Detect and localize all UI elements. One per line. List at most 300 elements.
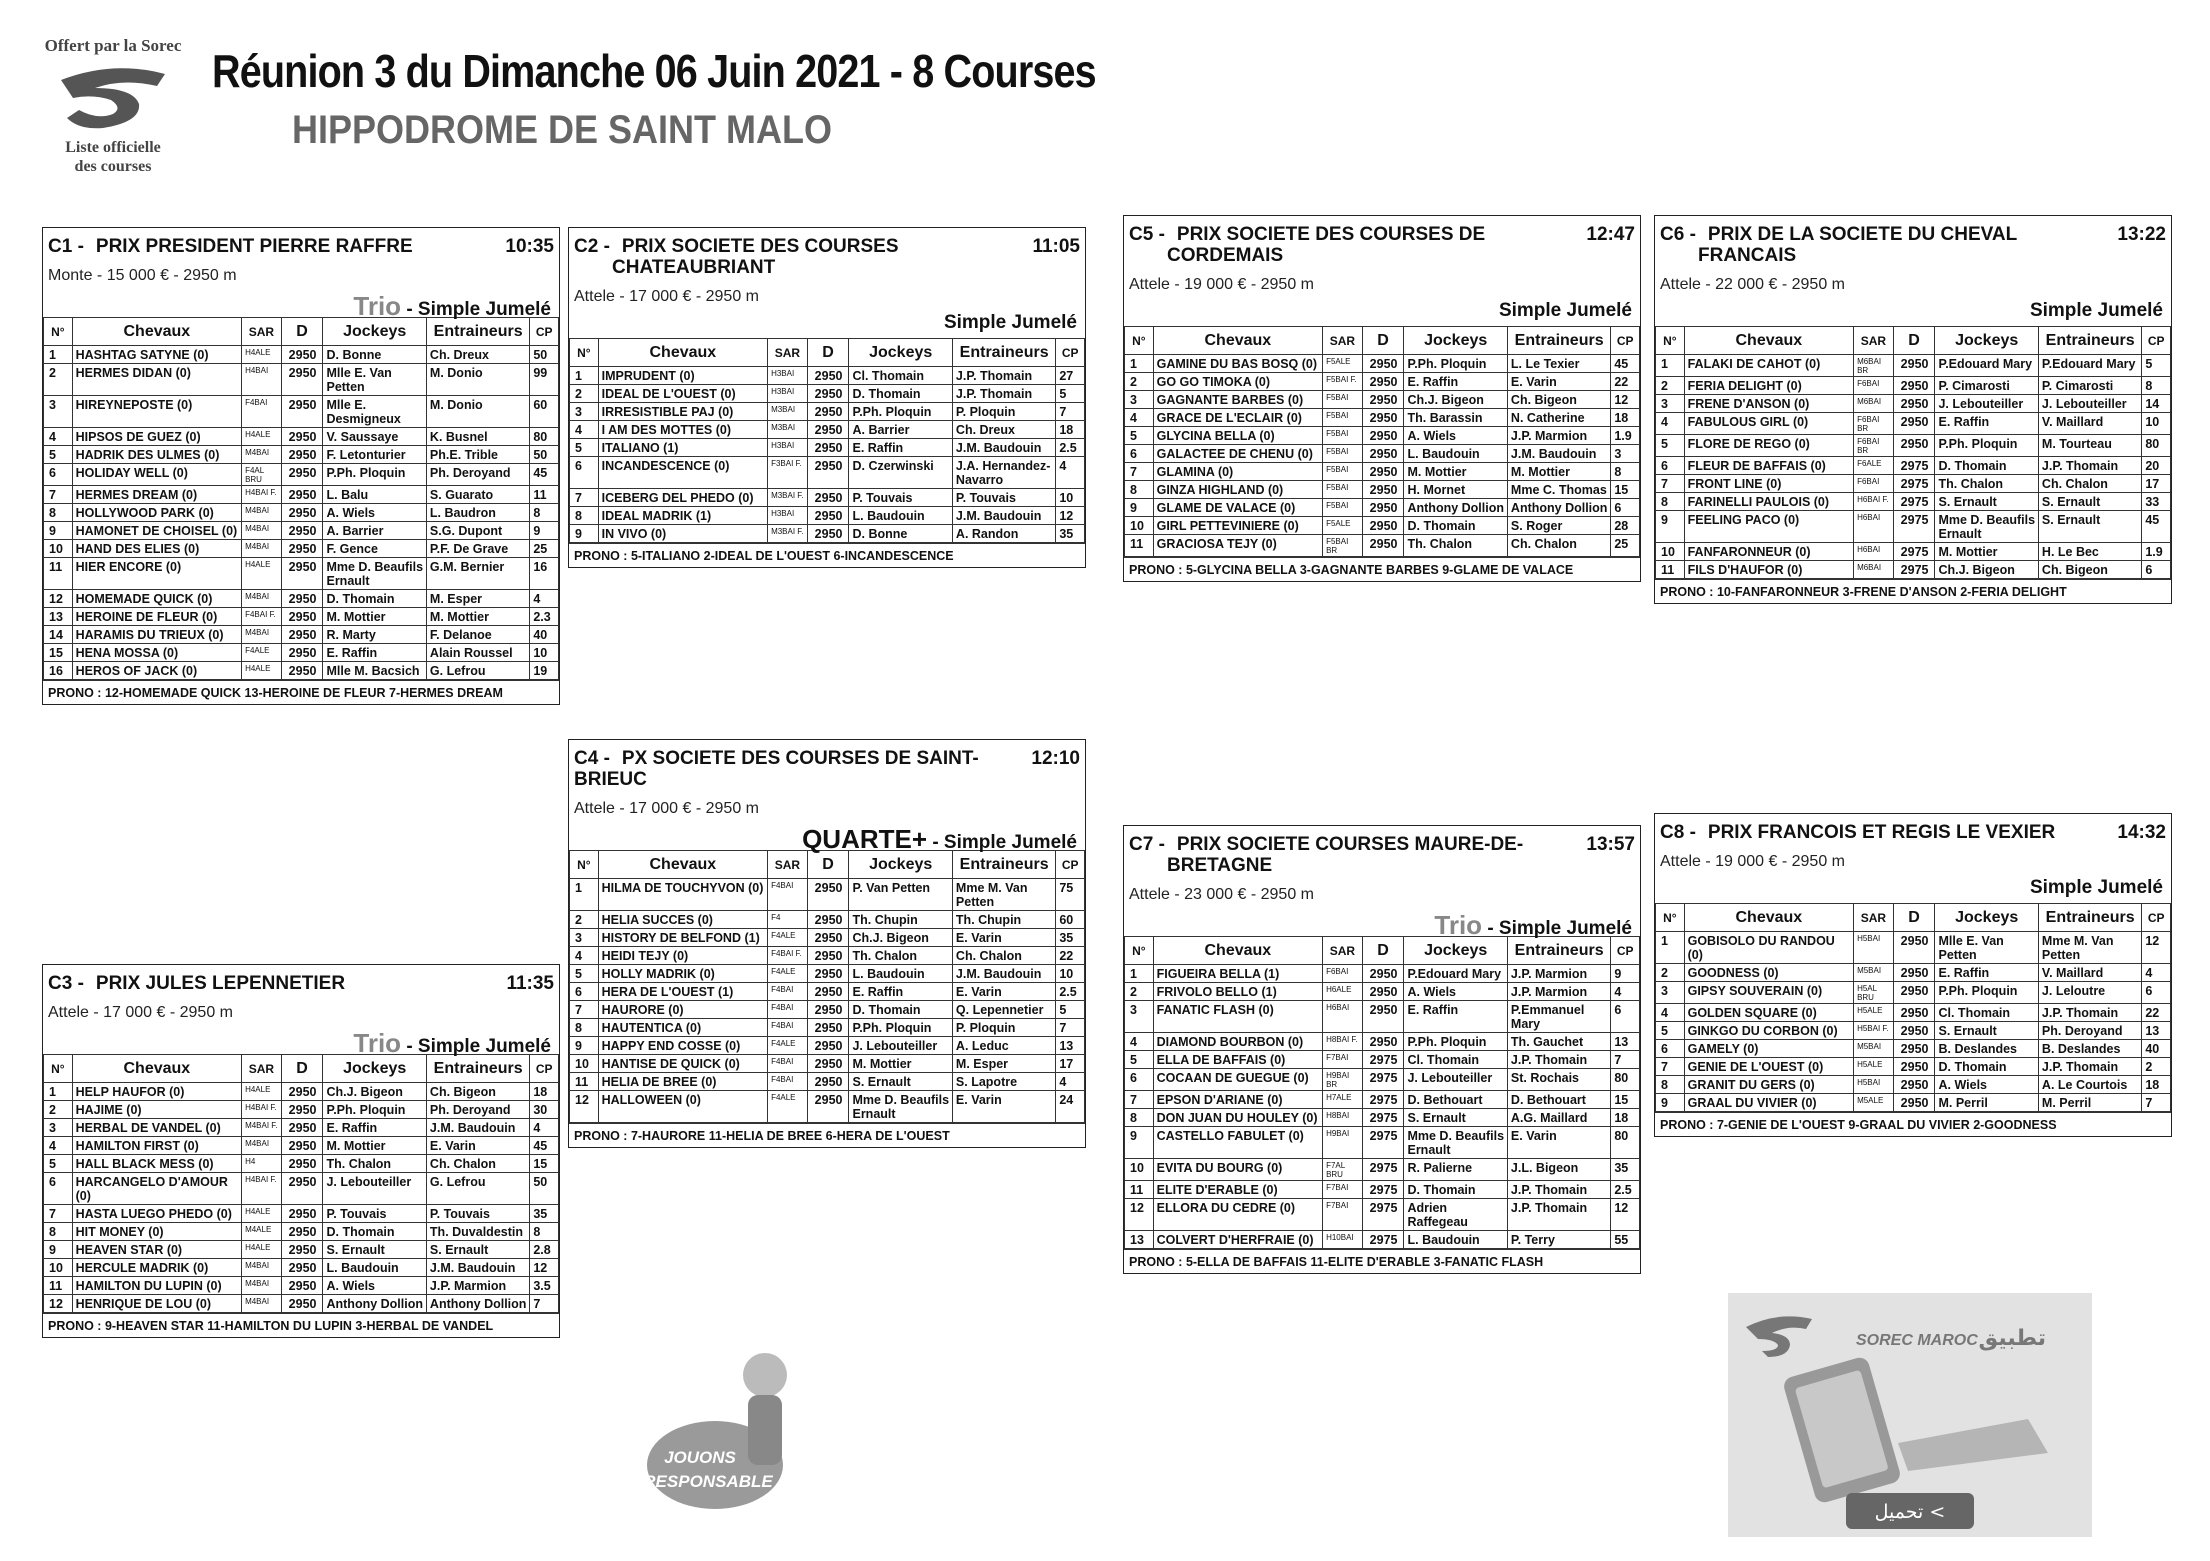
race-time: 12:47 [1586,224,1635,245]
runner-number: 15 [44,644,73,662]
odds-cp: 4 [2142,964,2171,982]
runner-row [44,558,559,590]
odds-cp: 50 [530,346,559,364]
odds-cp: 8 [530,504,559,522]
horse-name: HASHTAG SATYNE (0) [72,346,241,364]
distance: 2950 [281,644,323,662]
column-header-horse: Chevaux [1684,904,1853,932]
distance: 2950 [807,489,849,507]
race-code: C7 - [1129,834,1165,855]
sar-code: H7ALE [1323,1091,1363,1109]
bet-standard: Simple Jumelé [2029,300,2163,321]
trainer-name: J.M. Baudouin [426,1259,529,1277]
trainer-name: Th. Chupin [952,911,1055,929]
distance: 2950 [281,1241,323,1259]
race-card-c3 [42,964,560,1338]
runner-number: 7 [1125,1091,1154,1109]
distance: 2950 [1893,1058,1935,1076]
race-card-c5 [1123,215,1641,582]
trainer-name: S. Ernault [2038,511,2141,543]
runner-number: 10 [1656,543,1685,561]
sar-code: F5ALE [1323,355,1363,373]
jockey-name: R. Palierne [1404,1159,1507,1181]
jockey-name: Mme D. Beaufils Ernault [1404,1127,1507,1159]
runner-row [570,525,1085,543]
runner-number: 2 [1125,983,1154,1001]
horse-name: HEAVEN STAR (0) [72,1241,241,1259]
sar-code: H8BAI F. [1323,1033,1363,1051]
trainer-name: L. Baudron [426,504,529,522]
odds-cp: 18 [1611,1109,1640,1127]
runner-number: 14 [44,626,73,644]
runner-row [1125,427,1640,445]
runner-row [44,608,559,626]
jockey-name: Cl. Thomain [1404,1051,1507,1069]
sar-code: M4BAI [242,626,282,644]
column-header-jockey: Jockeys [323,1055,426,1083]
odds-cp: 80 [1611,1127,1640,1159]
trainer-name: A. Le Courtois [2038,1076,2141,1094]
sorec-horse-logo-icon [53,58,173,136]
sar-code: F4BAI [768,983,808,1001]
horse-name: GAGNANTE BARBES (0) [1153,391,1322,409]
trainer-name: V. Maillard [2038,413,2141,435]
horse-name: HAMONET DE CHOISEL (0) [72,522,241,540]
jockey-name: E. Raffin [1404,373,1507,391]
distance: 2950 [281,662,323,680]
column-header-jockey: Jockeys [323,318,426,346]
sar-code: F5BAI [1323,445,1363,463]
sar-code: F6BAI [1323,965,1363,983]
runner-number: 10 [44,540,73,558]
distance: 2975 [1362,1231,1404,1249]
trainer-name: J. Leloutre [2038,982,2141,1004]
bet-types [1655,871,2171,903]
sar-code: H5ALE [1854,1004,1894,1022]
distance: 2950 [1362,965,1404,983]
race-card-c4 [568,739,1086,1148]
horse-name: FILS D'HAUFOR (0) [1684,561,1853,579]
horse-name: FEELING PACO (0) [1684,511,1853,543]
trainer-name: Ch. Dreux [952,421,1055,439]
runners-table [43,1054,559,1313]
trainer-name: F. Delanoe [426,626,529,644]
odds-cp: 15 [1611,1091,1640,1109]
sar-code: F7BAI [1323,1181,1363,1199]
race-name-line: PX SOCIETE DES COURSES DE SAINT-BRIEUC [574,748,979,790]
horse-name: IDEAL DE L'OUEST (0) [598,385,767,403]
jockey-name: J. Lebouteiller [1935,395,2038,413]
runner-number: 4 [1656,1004,1685,1022]
bet-types [569,306,1085,338]
runner-row [44,540,559,558]
jockey-name: M. Mottier [323,608,426,626]
horse-name: HOMEMADE QUICK (0) [72,590,241,608]
distance: 2975 [1362,1069,1404,1091]
runner-row [1125,535,1640,557]
distance: 2950 [281,1083,323,1101]
runners-table [569,338,1085,543]
odds-cp: 35 [1056,525,1085,543]
distance: 2950 [807,403,849,421]
odds-cp: 4 [530,590,559,608]
runner-number: 10 [44,1259,73,1277]
horse-name: ICEBERG DEL PHEDO (0) [598,489,767,507]
runner-row [1125,1231,1640,1249]
sar-code: M6BAI [1854,395,1894,413]
runner-row [44,504,559,522]
jockey-name: F. Letonturier [323,446,426,464]
sar-code: H5BAI [1854,1076,1894,1094]
jockey-name: H. Mornet [1404,481,1507,499]
race-header [43,965,559,994]
sar-code: F6BAI BR [1854,413,1894,435]
horse-name: FANFARONNEUR (0) [1684,543,1853,561]
runner-number: 6 [44,464,73,486]
runner-number: 11 [1125,535,1154,557]
runner-number: 8 [570,507,599,525]
runner-row [44,1241,559,1259]
race-name-line: PRIX PRESIDENT PIERRE RAFFRE [95,236,413,257]
sar-code: M4BAI [242,1259,282,1277]
runner-row [1656,1076,2171,1094]
sar-code: M4ALE [242,1223,282,1241]
jockey-name: P.Ph. Ploquin [1404,1033,1507,1051]
odds-cp: 55 [1611,1231,1640,1249]
distance: 2950 [1362,391,1404,409]
trainer-name: Ch. Chalon [952,947,1055,965]
column-header-trainer: Entraineurs [2038,327,2141,355]
column-header-num: N° [1125,327,1154,355]
distance: 2950 [807,1037,849,1055]
horse-name: GRANIT DU GERS (0) [1684,1076,1853,1094]
jockey-name: E. Raffin [849,439,952,457]
horse-name: FALAKI DE CAHOT (0) [1684,355,1853,377]
jockey-name: B. Deslandes [1935,1040,2038,1058]
sar-code: H4ALE [242,346,282,364]
race-time: 11:05 [1032,236,1080,257]
horse-name: HERMES DREAM (0) [72,486,241,504]
odds-cp: 14 [2142,395,2171,413]
column-header-horse: Chevaux [1684,327,1853,355]
sar-code: H5AL BRU [1854,982,1894,1004]
distance: 2975 [1893,493,1935,511]
sar-code: H4BAI F. [242,1101,282,1119]
sar-code: F6BAI [1854,377,1894,395]
sar-code: H6BAI F. [1854,493,1894,511]
distance: 2950 [1362,373,1404,391]
odds-cp: 20 [2142,457,2171,475]
jockey-name: P. Touvais [849,489,952,507]
runner-row [570,1091,1085,1123]
odds-cp: 30 [530,1101,559,1119]
odds-cp: 4 [530,1119,559,1137]
column-header-jockey: Jockeys [849,339,952,367]
odds-cp: 1.9 [1611,427,1640,445]
sar-code: F4BAI [768,1073,808,1091]
odds-cp: 6 [2142,982,2171,1004]
runner-number: 6 [1125,445,1154,463]
runner-row [1125,409,1640,427]
column-header-cp: CP [1056,851,1085,879]
runner-row [1125,1033,1640,1051]
column-header-jockey: Jockeys [1404,937,1507,965]
sar-code: H4 [242,1155,282,1173]
sar-code: H4ALE [242,1241,282,1259]
odds-cp: 40 [2142,1040,2171,1058]
trainer-name: Ch. Bigeon [2038,561,2141,579]
jockey-name: L. Baudouin [323,1259,426,1277]
runner-number: 9 [44,1241,73,1259]
runner-number: 1 [1125,355,1154,373]
runner-number: 2 [570,911,599,929]
odds-cp: 6 [1611,1001,1640,1033]
column-header-num: N° [1656,904,1685,932]
runner-row [1656,413,2171,435]
jockey-name: D. Thomain [1935,457,2038,475]
trainer-name: Mme M. Van Petten [2038,932,2141,964]
distance: 2950 [807,525,849,543]
race-conditions: Attele - 17 000 € - 2950 m [48,1004,233,1021]
runner-row [1656,435,2171,457]
runner-number: 5 [1125,1051,1154,1069]
runners-table [1124,936,1640,1249]
sar-code: F5BAI [1323,427,1363,445]
distance: 2950 [1893,355,1935,377]
odds-cp: 12 [1056,507,1085,525]
race-name-line: CHATEAUBRIANT [612,257,776,278]
ad-brand-text: SOREC MAROC [1856,1332,1978,1349]
runner-row [1656,493,2171,511]
trainer-name: S. Guarato [426,486,529,504]
jockey-name: D. Thomain [323,590,426,608]
runner-row [1125,1109,1640,1127]
jockey-name: M. Perril [1935,1094,2038,1112]
odds-cp: 50 [530,446,559,464]
horse-name: GENIE DE L'OUEST (0) [1684,1058,1853,1076]
odds-cp: 12 [2142,932,2171,964]
runner-row [1125,1069,1640,1091]
distance: 2950 [281,1119,323,1137]
race-prono: PRONO : 9-HEAVEN STAR 11-HAMILTON DU LUPIN 3-HERBAL DE VANDEL [43,1313,559,1337]
distance: 2950 [281,626,323,644]
odds-cp: 80 [530,428,559,446]
jockey-name: D. Thomain [323,1223,426,1241]
horse-name: HAMILTON DU LUPIN (0) [72,1277,241,1295]
odds-cp: 7 [530,1295,559,1313]
horse-name: HENA MOSSA (0) [72,644,241,662]
column-header-num: N° [570,851,599,879]
distance: 2975 [1362,1181,1404,1199]
odds-cp: 33 [2142,493,2171,511]
jockey-name: Mme D. Beaufils Ernault [323,558,426,590]
odds-cp: 11 [530,486,559,504]
race-name-line: PRIX SOCIETE DES COURSES [621,236,899,257]
column-header-dist: D [807,851,849,879]
distance: 2950 [807,965,849,983]
distance: 2950 [281,1277,323,1295]
sar-code: H4ALE [242,662,282,680]
sar-code: F4BAI F. [242,608,282,626]
trainer-name: J.P. Marmion [426,1277,529,1295]
horse-name: HAJIME (0) [72,1101,241,1119]
odds-cp: 10 [2142,413,2171,435]
trainer-name: S. Ernault [426,1241,529,1259]
trainer-name: S.G. Dupont [426,522,529,540]
odds-cp: 25 [1611,535,1640,557]
trainer-name: J. Lebouteiller [2038,395,2141,413]
runner-row [570,965,1085,983]
odds-cp: 2.3 [530,608,559,626]
trainer-name: G. Lefrou [426,662,529,680]
column-header-horse: Chevaux [1153,937,1322,965]
odds-cp: 9 [530,522,559,540]
horse-name: GRACIOSA TEJY (0) [1153,535,1322,557]
sorec-app-ad[interactable] [1728,1293,2092,1537]
runner-number: 8 [1656,1076,1685,1094]
jockey-name: Th. Barassin [1404,409,1507,427]
column-header-horse: Chevaux [1153,327,1322,355]
trainer-name: P. Ploquin [952,1019,1055,1037]
trainer-name: M. Perril [2038,1094,2141,1112]
bet-highlight: Trio [353,291,402,321]
trainer-name: J.P. Thomain [1507,1181,1610,1199]
odds-cp: 5 [1056,385,1085,403]
sar-code: F4AL BRU [242,464,282,486]
jockey-name: Ch.J. Bigeon [1935,561,2038,579]
horse-name: HERMES DIDAN (0) [72,364,241,396]
race-title [48,236,421,257]
runner-row [1656,457,2171,475]
runner-row [1656,932,2171,964]
runner-row [570,983,1085,1001]
runner-number: 4 [44,1137,73,1155]
race-prono: PRONO : 5-ITALIANO 2-IDEAL DE L'OUEST 6-INCANDESCENCE [569,543,1085,567]
runner-row [1125,965,1640,983]
odds-cp: 5 [2142,355,2171,377]
race-header [569,228,1085,278]
horse-name: EVITA DU BOURG (0) [1153,1159,1322,1181]
distance: 2950 [1893,413,1935,435]
sar-code: H3BAI [768,367,808,385]
runner-row [570,385,1085,403]
distance: 2950 [1893,932,1935,964]
runner-number: 2 [1656,964,1685,982]
runner-row [570,947,1085,965]
runner-row [44,662,559,680]
race-name-line: PRIX JULES LEPENNETIER [95,973,346,994]
runner-number: 8 [44,504,73,522]
runner-row [1656,1058,2171,1076]
runner-number: 5 [44,446,73,464]
bet-standard: - Simple Jumelé [927,832,1077,853]
horse-name: ELLA DE BAFFAIS (0) [1153,1051,1322,1069]
distance: 2950 [807,1073,849,1091]
race-title [1129,224,1493,266]
column-header-sar: SAR [768,339,808,367]
race-prono: PRONO : 7-GENIE DE L'OUEST 9-GRAAL DU VIVIER 2-GOODNESS [1655,1112,2171,1136]
odds-cp: 99 [530,364,559,396]
ad-download-label[interactable]: تحميل < [1874,1501,1946,1523]
distance: 2950 [281,590,323,608]
distance: 2950 [1362,481,1404,499]
bet-standard: - Simple Jumelé [401,299,551,320]
horse-name: FRENE D'ANSON (0) [1684,395,1853,413]
runner-number: 9 [1656,1094,1685,1112]
race-prono: PRONO : 7-HAURORE 11-HELIA DE BREE 6-HERA DE L'OUEST [569,1123,1085,1147]
runner-number: 8 [44,1223,73,1241]
jouons-text: JOUONS [664,1448,736,1467]
horse-name: HARAMIS DU TRIEUX (0) [72,626,241,644]
trainer-name: A. Randon [952,525,1055,543]
race-header [569,740,1085,790]
column-header-trainer: Entraineurs [426,318,529,346]
runner-number: 8 [570,1019,599,1037]
runner-number: 1 [44,346,73,364]
trainer-name: E. Varin [952,1091,1055,1123]
distance: 2975 [1362,1159,1404,1181]
trainer-name: J.A. Hernandez-Navarro [952,457,1055,489]
odds-cp: 6 [1611,499,1640,517]
sar-code: F4BAI [768,879,808,911]
distance: 2950 [807,367,849,385]
trainer-name: L. Le Texier [1507,355,1610,373]
race-header [1655,216,2171,266]
race-name-line: PRIX DE LA SOCIETE DU CHEVAL [1707,224,2018,245]
runner-row [570,489,1085,507]
jockey-name: D. Bonne [323,346,426,364]
runner-row [44,1295,559,1313]
runner-row [1125,1051,1640,1069]
race-prono: PRONO : 5-GLYCINA BELLA 3-GAGNANTE BARBES 9-GLAME DE VALACE [1124,557,1640,581]
horse-name: FRIVOLO BELLO (1) [1153,983,1322,1001]
sar-code: H6ALE [1323,983,1363,1001]
jockey-name: D. Bethouart [1404,1091,1507,1109]
odds-cp: 24 [1056,1091,1085,1123]
runner-number: 2 [44,1101,73,1119]
horse-name: ELLORA DU CEDRE (0) [1153,1199,1322,1231]
trainer-name: G. Lefrou [426,1173,529,1205]
odds-cp: 15 [1611,481,1640,499]
trainer-name: P. Cimarosti [2038,377,2141,395]
sar-code: H3BAI [768,439,808,457]
jockey-name: A. Wiels [1404,983,1507,1001]
bet-standard: - Simple Jumelé [401,1036,551,1057]
race-time: 11:35 [506,973,554,994]
runner-number: 9 [1125,1127,1154,1159]
runner-number: 4 [44,428,73,446]
race-prono: PRONO : 5-ELLA DE BAFFAIS 11-ELITE D'ERABLE 3-FANATIC FLASH [1124,1249,1640,1273]
runner-row [1125,445,1640,463]
distance: 2950 [807,879,849,911]
horse-name: HERCULE MADRIK (0) [72,1259,241,1277]
runner-number: 1 [44,1083,73,1101]
runner-number: 10 [570,1055,599,1073]
sar-code: M3BAI [768,403,808,421]
race-conditions: Attele - 17 000 € - 2950 m [574,288,759,305]
runner-number: 12 [44,590,73,608]
race-card-c8 [1654,813,2172,1137]
jockey-name: P. Van Petten [849,879,952,911]
race-code: C2 - [574,236,610,257]
runners-table [1655,326,2171,579]
horse-name: HIPSOS DE GUEZ (0) [72,428,241,446]
runner-row [570,439,1085,457]
jockey-name: P. Touvais [323,1205,426,1223]
runner-row [1656,1004,2171,1022]
horse-name: HEIDI TEJY (0) [598,947,767,965]
odds-cp: 80 [1611,1069,1640,1091]
